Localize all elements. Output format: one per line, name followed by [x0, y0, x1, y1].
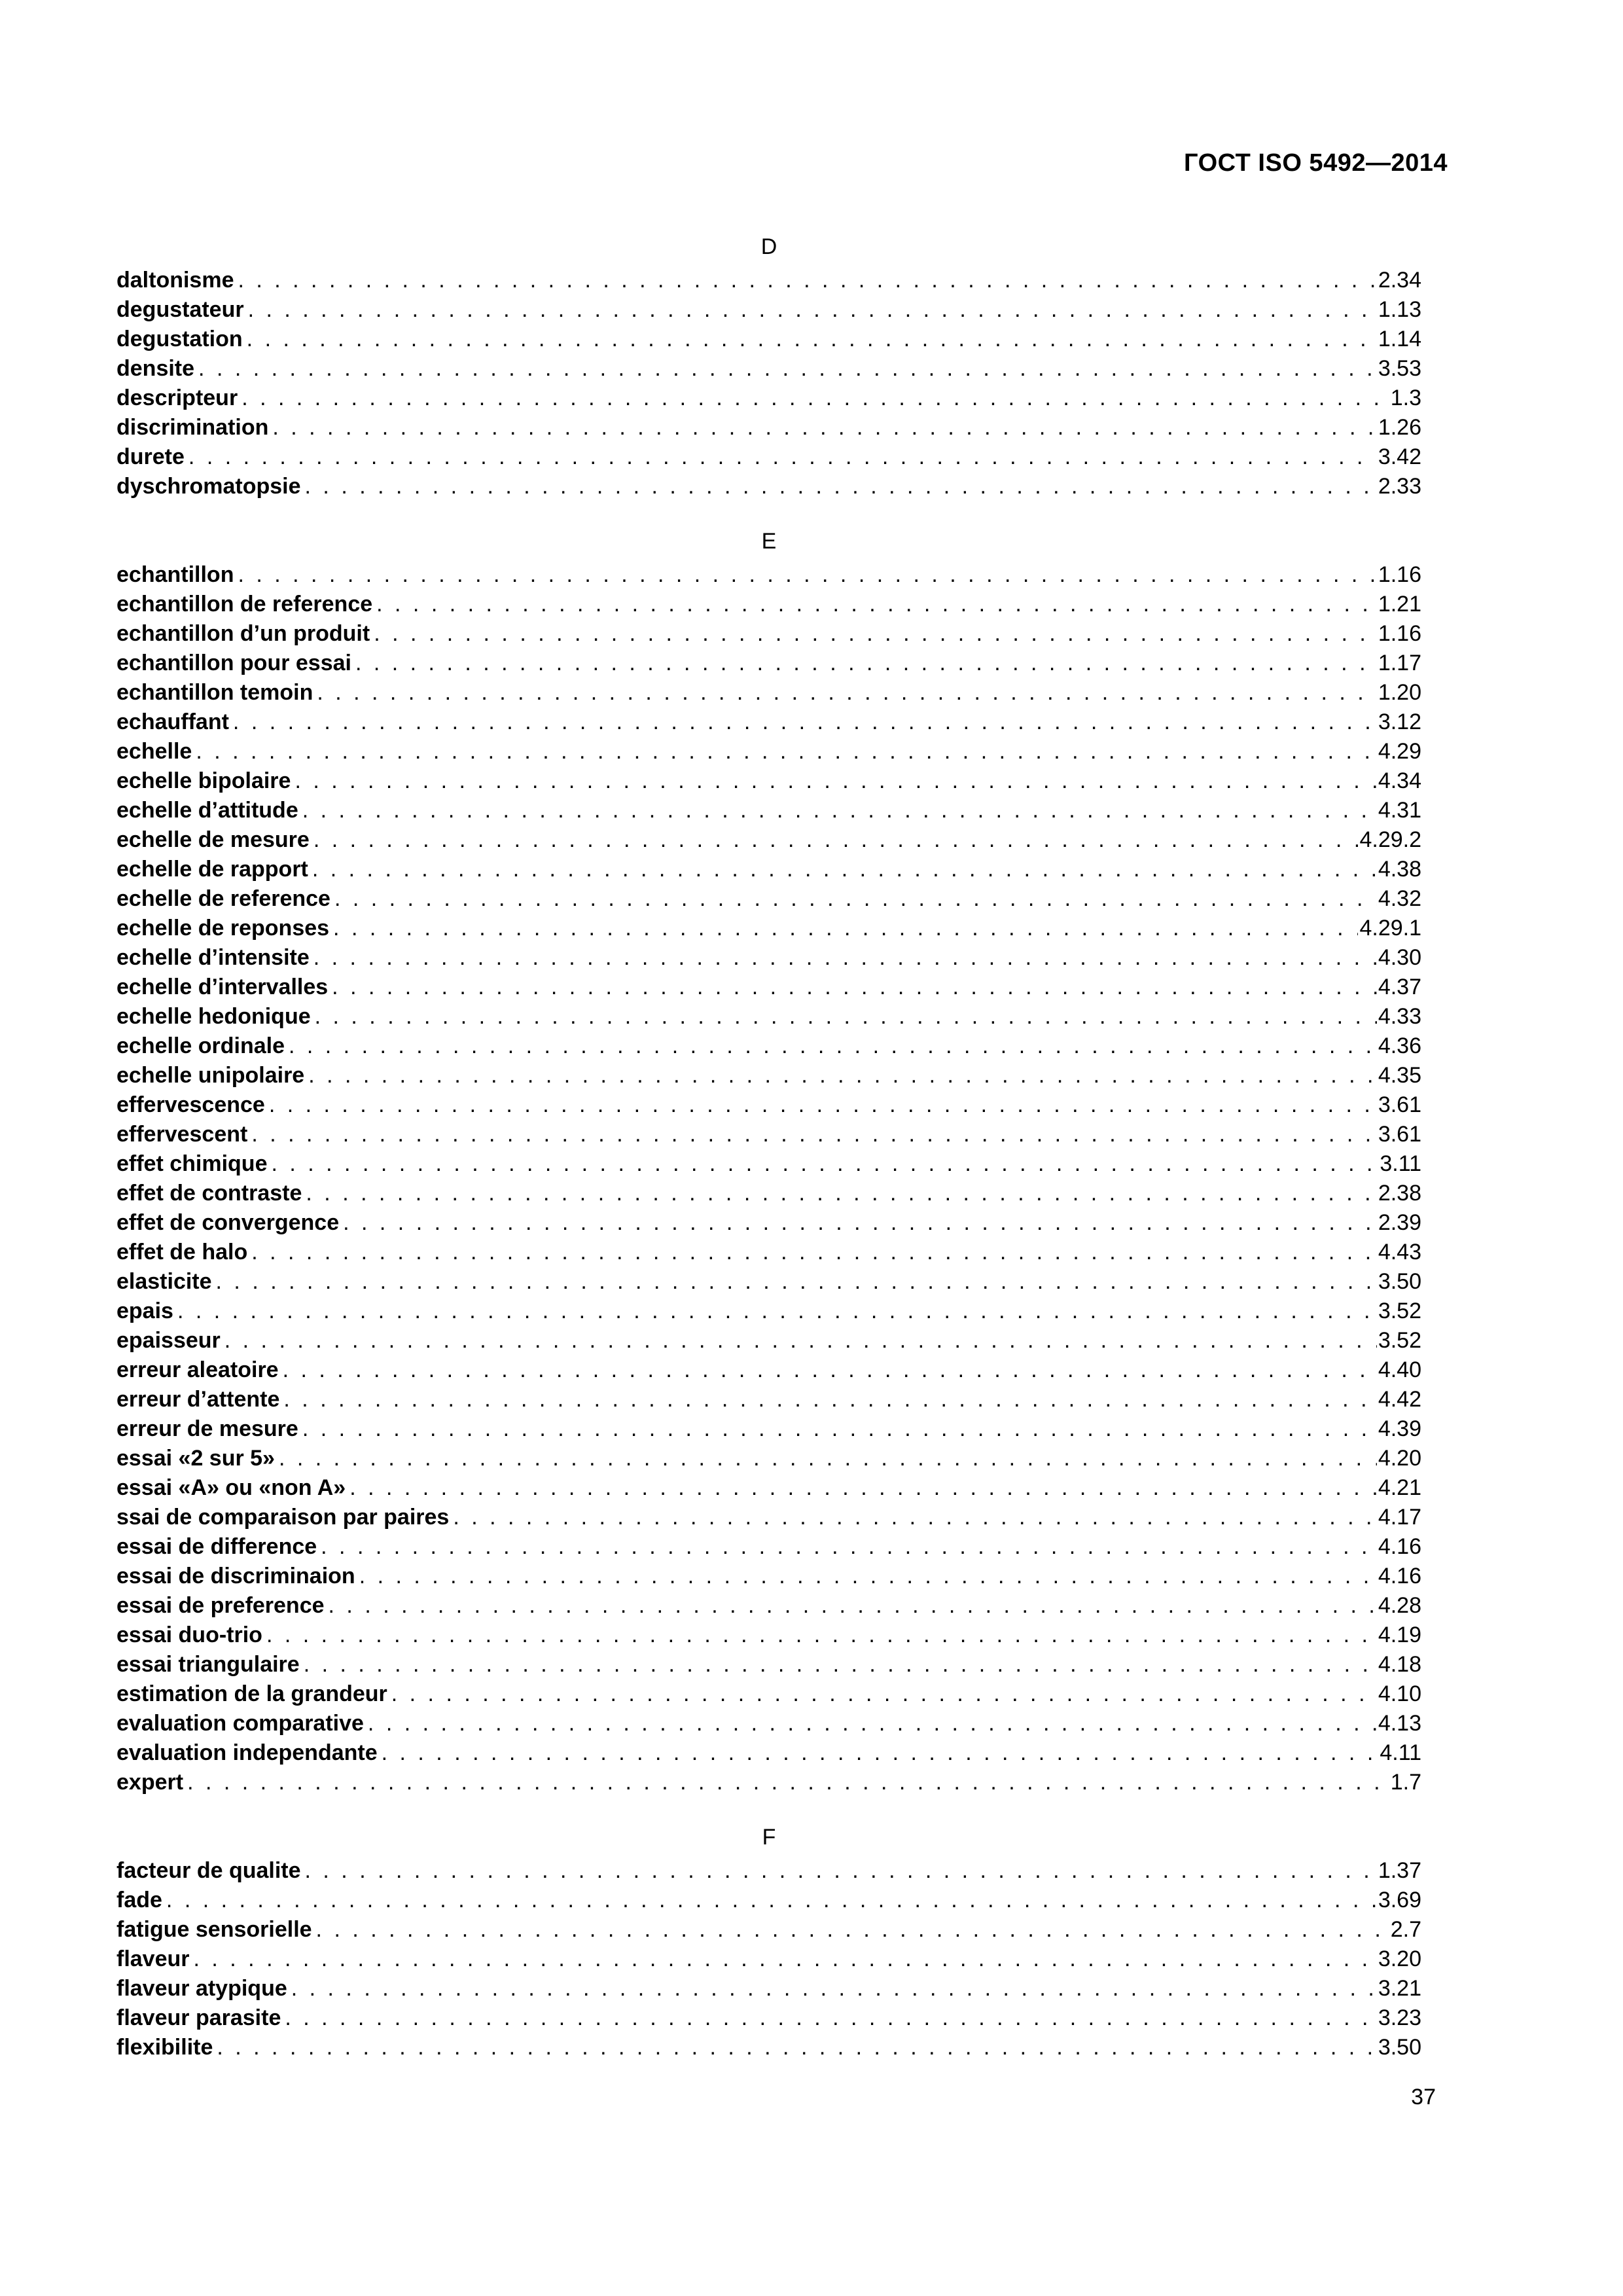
index-entry: [116, 442, 1421, 472]
index-term: essai de difference: [116, 1534, 317, 1559]
index-entry: [116, 2033, 1421, 2062]
index-term: echelle d’intensite: [116, 945, 310, 970]
section-reference: 4.29.1: [1359, 916, 1421, 941]
index-term: essai duo-trio: [116, 1623, 262, 1647]
dot-leader: [313, 825, 1359, 855]
section-reference: 4.42: [1378, 1387, 1421, 1412]
index-term: daltonisme: [116, 268, 234, 293]
index-entry: [116, 1149, 1421, 1179]
index-entry: [116, 354, 1421, 384]
section-reference: 3.11: [1380, 1151, 1421, 1176]
section-reference: 4.37: [1378, 975, 1421, 999]
section-reference: 2.33: [1378, 474, 1421, 499]
section-reference: 1.26: [1378, 415, 1421, 440]
section-reference: 3.42: [1378, 444, 1421, 469]
index-section: [116, 228, 1421, 501]
dot-leader: [238, 560, 1376, 590]
index-entry: [116, 1886, 1421, 1915]
index-entry: [116, 1031, 1421, 1061]
index-entry: [116, 678, 1421, 708]
section-reference: 1.14: [1378, 327, 1421, 351]
dot-leader: [291, 1974, 1377, 2003]
index-entry: [116, 914, 1421, 943]
dot-leader: [294, 766, 1376, 796]
dot-leader: [247, 325, 1377, 354]
section-reference: 1.20: [1378, 680, 1421, 705]
dot-leader: [251, 1120, 1376, 1149]
index-entry: [116, 1856, 1421, 1886]
index-entry: [116, 1385, 1421, 1414]
index-term: echantillon: [116, 562, 234, 587]
section-letter-heading: E: [761, 529, 777, 554]
section-reference: 4.29.2: [1359, 827, 1421, 852]
section-reference: 4.21: [1378, 1475, 1421, 1500]
index-entry: [116, 2003, 1421, 2033]
index-entry: [116, 295, 1421, 325]
index-entry: [116, 1002, 1421, 1031]
dot-leader: [266, 1621, 1377, 1650]
section-reference: 4.43: [1378, 1240, 1421, 1265]
index-term: essai «2 sur 5»: [116, 1446, 275, 1471]
index-term: flaveur atypique: [116, 1976, 287, 2001]
index-term: estimation de la grandeur: [116, 1681, 387, 1706]
index-term: essai «A» ou «non A»: [116, 1475, 346, 1500]
index-term: echelle d’intervalles: [116, 975, 329, 999]
section-reference: 4.16: [1378, 1534, 1421, 1559]
index-term: effervescence: [116, 1092, 265, 1117]
index-term: expert: [116, 1770, 184, 1795]
index-entry: [116, 1326, 1421, 1355]
index-term: essai de discriminaion: [116, 1564, 355, 1588]
dot-leader: [238, 266, 1376, 295]
index-entry: [116, 1355, 1421, 1385]
dot-leader: [334, 884, 1377, 914]
alphabetical-index: [116, 228, 1421, 2062]
index-entry: [116, 413, 1421, 442]
index-entry: [116, 1738, 1421, 1768]
index-term: densite: [116, 356, 195, 381]
index-entry: [116, 1120, 1421, 1149]
section-reference: 1.37: [1378, 1858, 1421, 1883]
section-reference: 4.36: [1378, 1033, 1421, 1058]
index-entry: [116, 1179, 1421, 1208]
section-reference: 3.52: [1378, 1299, 1421, 1323]
dot-leader: [349, 1473, 1377, 1503]
section-reference: 1.21: [1378, 592, 1421, 617]
index-term: discrimination: [116, 415, 269, 440]
index-term: flaveur parasite: [116, 2005, 281, 2030]
dot-leader: [224, 1326, 1377, 1355]
index-entry: [116, 1650, 1421, 1679]
dot-leader: [313, 943, 1377, 973]
dot-leader: [312, 855, 1377, 884]
dot-leader: [333, 914, 1358, 943]
index-term: elasticite: [116, 1269, 212, 1294]
index-entry: [116, 472, 1421, 501]
dot-leader: [329, 1591, 1377, 1621]
index-entry: [116, 1768, 1421, 1797]
dot-leader: [217, 2033, 1376, 2062]
section-reference: 3.69: [1378, 1888, 1421, 1912]
index-entry: [116, 708, 1421, 737]
index-entry: [116, 737, 1421, 766]
index-term: echelle unipolaire: [116, 1063, 305, 1088]
index-entry: [116, 1974, 1421, 2003]
index-entry: [116, 619, 1421, 649]
index-entry: [116, 1267, 1421, 1297]
index-term: degustation: [116, 327, 243, 351]
dot-leader: [343, 1208, 1377, 1238]
section-reference: 1.3: [1390, 386, 1421, 410]
index-term: echantillon pour essai: [116, 651, 351, 675]
index-term: echelle bipolaire: [116, 768, 291, 793]
section-reference: 1.13: [1378, 297, 1421, 322]
index-entry: [116, 384, 1421, 413]
index-section: [116, 522, 1421, 1797]
dot-leader: [304, 1650, 1377, 1679]
section-reference: 4.39: [1378, 1416, 1421, 1441]
index-term: epais: [116, 1299, 173, 1323]
dot-leader: [177, 1297, 1377, 1326]
index-term: erreur d’attente: [116, 1387, 280, 1412]
dot-leader: [196, 737, 1377, 766]
dot-leader: [187, 1768, 1389, 1797]
section-reference: 4.17: [1378, 1505, 1421, 1530]
dot-leader: [321, 1532, 1377, 1562]
section-reference: 3.61: [1378, 1122, 1421, 1147]
section-reference: 4.34: [1378, 768, 1421, 793]
index-entry: [116, 590, 1421, 619]
dot-leader: [251, 1238, 1377, 1267]
index-entry: [116, 796, 1421, 825]
dot-leader: [317, 678, 1376, 708]
section-reference: 3.50: [1378, 2035, 1421, 2060]
section-reference: 4.10: [1378, 1681, 1421, 1706]
dot-leader: [283, 1385, 1376, 1414]
dot-leader: [306, 1179, 1376, 1208]
index-entry: [116, 973, 1421, 1002]
index-term: effet chimique: [116, 1151, 268, 1176]
index-entry: [116, 1915, 1421, 1945]
dot-leader: [283, 1355, 1377, 1385]
section-reference: 4.29: [1378, 739, 1421, 764]
index-term: effervescent: [116, 1122, 248, 1147]
index-term: evaluation comparative: [116, 1711, 364, 1736]
index-entry: [116, 1414, 1421, 1444]
index-term: essai triangulaire: [116, 1652, 300, 1677]
index-entry: [116, 1473, 1421, 1503]
index-term: erreur de mesure: [116, 1416, 298, 1441]
index-term: effet de contraste: [116, 1181, 302, 1206]
dot-leader: [241, 384, 1389, 413]
index-term: echelle de rapport: [116, 857, 308, 882]
dot-leader: [355, 649, 1377, 678]
section-reference: 4.32: [1378, 886, 1421, 911]
index-term: echelle de reponses: [116, 916, 330, 941]
index-term: durete: [116, 444, 185, 469]
section-reference: 4.40: [1378, 1357, 1421, 1382]
index-term: echelle d’attitude: [116, 798, 298, 823]
index-term: descripteur: [116, 386, 238, 410]
dot-leader: [305, 472, 1377, 501]
section-reference: 3.20: [1378, 1946, 1421, 1971]
section-reference: 4.30: [1378, 945, 1421, 970]
section-reference: 4.35: [1378, 1063, 1421, 1088]
section-reference: 4.28: [1378, 1593, 1421, 1618]
index-term: fade: [116, 1888, 162, 1912]
index-section: [116, 1818, 1421, 2062]
index-term: echauffant: [116, 709, 229, 734]
index-entry: [116, 266, 1421, 295]
index-entry: [116, 1945, 1421, 1974]
section-reference: 4.16: [1378, 1564, 1421, 1588]
index-term: echantillon de reference: [116, 592, 373, 617]
dot-leader: [391, 1679, 1377, 1709]
index-term: facteur de qualite: [116, 1858, 301, 1883]
dot-leader: [194, 1945, 1377, 1974]
index-term: essai de preference: [116, 1593, 325, 1618]
dot-leader: [289, 1031, 1377, 1061]
index-term: evaluation independante: [116, 1740, 378, 1765]
index-entry: [116, 649, 1421, 678]
index-entry: [116, 943, 1421, 973]
section-reference: 1.16: [1378, 562, 1421, 587]
section-reference: 2.38: [1378, 1181, 1421, 1206]
section-reference: 4.38: [1378, 857, 1421, 882]
dot-leader: [285, 2003, 1376, 2033]
dot-leader: [188, 442, 1377, 472]
section-reference: 2.34: [1378, 268, 1421, 293]
section-reference: 3.52: [1378, 1328, 1421, 1353]
dot-leader: [271, 1149, 1378, 1179]
section-letter-heading: F: [762, 1825, 776, 1850]
index-entry: [116, 1679, 1421, 1709]
index-entry: [116, 560, 1421, 590]
index-term: epaisseur: [116, 1328, 221, 1353]
dot-leader: [272, 413, 1376, 442]
dot-leader: [316, 1915, 1389, 1945]
section-reference: 4.13: [1378, 1711, 1421, 1736]
index-entry: [116, 1208, 1421, 1238]
index-entry: [116, 1562, 1421, 1591]
section-reference: 3.12: [1378, 709, 1421, 734]
index-term: erreur aleatoire: [116, 1357, 279, 1382]
section-reference: 4.18: [1378, 1652, 1421, 1677]
section-reference: 4.19: [1378, 1623, 1421, 1647]
section-reference: 4.31: [1378, 798, 1421, 823]
index-term: echelle ordinale: [116, 1033, 285, 1058]
dot-leader: [315, 1002, 1377, 1031]
dot-leader: [368, 1709, 1377, 1738]
index-term: echelle hedonique: [116, 1004, 311, 1029]
index-entry: [116, 1238, 1421, 1267]
section-reference: 3.61: [1378, 1092, 1421, 1117]
dot-leader: [198, 354, 1377, 384]
index-term: effet de halo: [116, 1240, 248, 1265]
page-number: 37: [1411, 2085, 1436, 2109]
section-reference: 4.11: [1380, 1740, 1421, 1765]
index-entry: [116, 884, 1421, 914]
dot-leader: [166, 1886, 1377, 1915]
dot-leader: [302, 1414, 1377, 1444]
section-reference: 4.20: [1378, 1446, 1421, 1471]
index-entry: [116, 1503, 1421, 1532]
section-reference: 1.7: [1390, 1770, 1421, 1795]
index-entry: [116, 825, 1421, 855]
dot-leader: [376, 590, 1377, 619]
section-reference: 1.17: [1378, 651, 1421, 675]
document-header: ГОСТ ISO 5492—2014: [1184, 149, 1448, 177]
dot-leader: [302, 796, 1377, 825]
index-term: degustateur: [116, 297, 244, 322]
dot-leader: [279, 1444, 1377, 1473]
index-term: echelle: [116, 739, 192, 764]
dot-leader: [374, 619, 1377, 649]
dot-leader: [248, 295, 1377, 325]
index-term: flexibilite: [116, 2035, 213, 2060]
index-entry: [116, 325, 1421, 354]
section-reference: 2.39: [1378, 1210, 1421, 1235]
index-entry: [116, 1709, 1421, 1738]
index-entry: [116, 1621, 1421, 1650]
section-reference: 3.53: [1378, 356, 1421, 381]
index-term: ssai de comparaison par paires: [116, 1505, 450, 1530]
section-reference: 1.16: [1378, 621, 1421, 646]
section-reference: 3.50: [1378, 1269, 1421, 1294]
index-entry: [116, 1297, 1421, 1326]
index-entry: [116, 1591, 1421, 1621]
index-entry: [116, 1444, 1421, 1473]
dot-leader: [269, 1090, 1377, 1120]
section-letter-heading: D: [760, 234, 777, 259]
index-term: fatigue sensorielle: [116, 1917, 312, 1942]
index-entry: [116, 1532, 1421, 1562]
section-reference: 3.21: [1378, 1976, 1421, 2001]
dot-leader: [382, 1738, 1379, 1768]
dot-leader: [233, 708, 1377, 737]
section-reference: 2.7: [1390, 1917, 1421, 1942]
dot-leader: [216, 1267, 1377, 1297]
dot-leader: [332, 973, 1377, 1002]
index-entry: [116, 855, 1421, 884]
index-term: dyschromatopsie: [116, 474, 301, 499]
index-term: flaveur: [116, 1946, 190, 1971]
index-term: echantillon temoin: [116, 680, 313, 705]
dot-leader: [453, 1503, 1376, 1532]
dot-leader: [359, 1562, 1377, 1591]
index-entry: [116, 1061, 1421, 1090]
section-reference: 4.33: [1378, 1004, 1421, 1029]
index-entry: [116, 766, 1421, 796]
dot-leader: [308, 1061, 1377, 1090]
dot-leader: [305, 1856, 1377, 1886]
section-reference: 3.23: [1378, 2005, 1421, 2030]
index-term: echantillon d’un produit: [116, 621, 370, 646]
index-term: echelle de mesure: [116, 827, 310, 852]
index-entry: [116, 1090, 1421, 1120]
index-term: effet de convergence: [116, 1210, 340, 1235]
index-term: echelle de reference: [116, 886, 330, 911]
